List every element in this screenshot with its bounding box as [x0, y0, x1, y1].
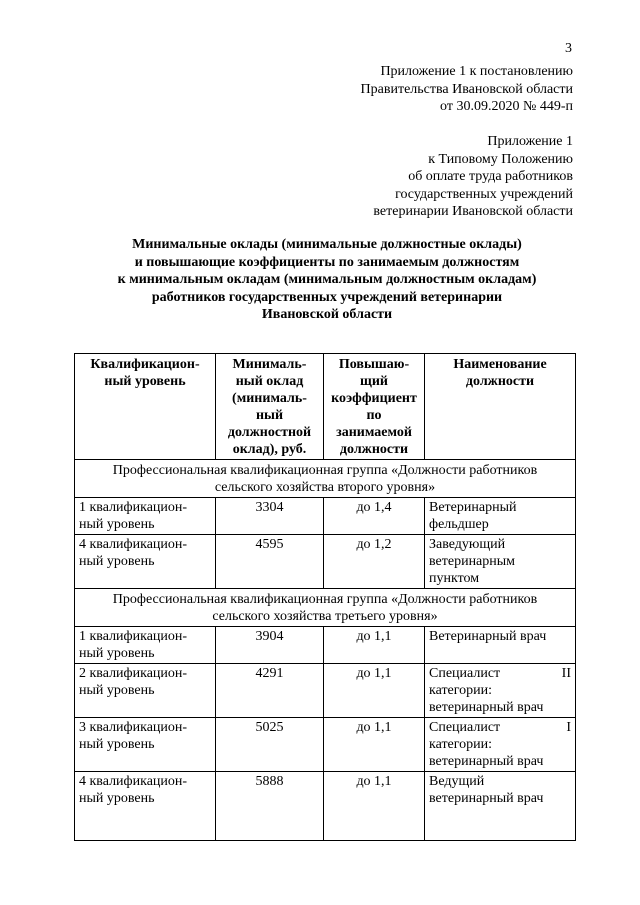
minimum-salary-cell: 3904	[216, 627, 324, 664]
position-name-line: Специалист I	[429, 720, 571, 735]
position-name-line: категории:	[429, 737, 493, 752]
position-name-line: ветеринарный врач	[429, 791, 544, 806]
column-header-line: коэффициент	[331, 391, 417, 406]
table-row	[75, 498, 576, 535]
table-body	[75, 460, 576, 841]
qualification-level-line: ный уровень	[79, 517, 155, 532]
position-name-line: фельдшер	[429, 517, 489, 532]
table-row	[75, 772, 576, 841]
qualification-level-cell	[75, 627, 216, 664]
group-row	[75, 589, 576, 627]
coefficient-cell: до 1,1	[324, 718, 425, 772]
coefficient-cell: до 1,2	[324, 535, 425, 589]
qualification-level-line: ный уровень	[79, 554, 155, 569]
position-name-line: категории:	[429, 683, 493, 698]
qualification-level-line: 4 квалификацион-	[79, 774, 188, 789]
table-row	[75, 664, 576, 718]
appendix-regulation-line: об оплате труда работников	[408, 169, 573, 184]
qualification-level-cell	[75, 535, 216, 589]
qualification-level-line: ный уровень	[79, 646, 155, 661]
position-name-cell	[425, 664, 576, 718]
column-header-coefficient	[324, 354, 425, 460]
column-header-line: Наименование	[453, 357, 547, 372]
column-header-level	[75, 354, 216, 460]
appendix-resolution-reference	[361, 63, 573, 116]
minimum-salary-cell: 4291	[216, 664, 324, 718]
column-header-line: занимаемой	[336, 425, 412, 440]
appendix-regulation-line: к Типовому Положению	[428, 151, 573, 167]
document-title-line: и повышающие коэффициенты по занимаемым должностям	[134, 254, 520, 270]
table-header-row	[75, 354, 576, 460]
coefficient-cell: до 1,1	[324, 772, 425, 841]
appendix-resolution-line: Приложение 1 к постановлению	[380, 64, 573, 79]
position-name-cell	[425, 535, 576, 589]
minimum-salary-cell: 5025	[216, 718, 324, 772]
position-name-cell	[425, 627, 576, 664]
minimum-salary-cell: 4595	[216, 535, 324, 589]
document-title-line: Минимальные оклады (минимальные должностные оклады)	[132, 237, 522, 252]
position-name-line: пунктом	[429, 571, 480, 586]
column-header-line: должностной	[227, 425, 312, 440]
table-row	[75, 627, 576, 664]
position-name-line: Ветеринарный	[429, 500, 517, 515]
qualification-level-line: ный уровень	[79, 737, 155, 752]
coefficient-cell: до 1,1	[324, 627, 425, 664]
column-header-line: должности	[339, 442, 409, 457]
document-title-line: к минимальным окладам (минимальным должностным окладам)	[117, 272, 537, 287]
position-name-line: Специалист II	[429, 666, 571, 681]
appendix-resolution-line: Правительства Ивановской области	[360, 81, 573, 97]
position-name-line: ветеринарным	[429, 554, 516, 569]
position-name-line: Ведущий	[429, 774, 485, 789]
column-header-line: щий	[360, 374, 388, 389]
coefficient-cell: до 1,1	[324, 664, 425, 718]
coefficient-cell: до 1,4	[324, 498, 425, 535]
column-header-line: Квалификацион-	[90, 357, 200, 372]
qualification-level-line: 1 квалификацион-	[79, 500, 188, 515]
qualification-level-line: ный уровень	[79, 791, 155, 806]
document-title-line: Ивановской области	[261, 307, 393, 322]
column-header-line: (минималь-	[232, 391, 307, 406]
position-name-line: ветеринарный врач	[429, 700, 544, 715]
column-header-line: Повышаю-	[338, 357, 410, 372]
qualification-level-cell	[75, 498, 216, 535]
position-name-cell	[425, 498, 576, 535]
appendix-regulation-line: Приложение 1	[487, 134, 573, 149]
page-number: 3	[565, 41, 572, 56]
minimum-salary-cell: 5888	[216, 772, 324, 841]
column-header-line: должности	[465, 374, 535, 389]
qualification-group-title: Профессиональная квалификационная группа «Должности работников сельского хозяйства второго уровня»	[75, 460, 576, 498]
column-header-line: ный оклад	[235, 374, 304, 389]
column-header-line: оклад), руб.	[232, 442, 307, 457]
qualification-level-cell	[75, 772, 216, 841]
minimum-salary-cell: 3304	[216, 498, 324, 535]
qualification-level-cell	[75, 718, 216, 772]
column-header-position	[425, 354, 576, 460]
qualification-level-line: 1 квалификацион-	[79, 629, 188, 644]
appendix-regulation-line: ветеринарии Ивановской области	[373, 204, 573, 219]
position-name-line: ветеринарный врач	[429, 754, 544, 769]
qualification-level-line: 3 квалификацион-	[79, 720, 188, 735]
table-row	[75, 535, 576, 589]
appendix-resolution-line: от 30.09.2020 № 449-п	[440, 99, 573, 114]
column-header-line: ный	[255, 408, 284, 423]
salary-table	[74, 353, 576, 841]
document-title-line: работников государственных учреждений ветеринарии	[151, 289, 503, 305]
qualification-level-line: ный уровень	[79, 683, 155, 698]
position-name-cell	[425, 772, 576, 841]
appendix-regulation-line: государственных учреждений	[395, 186, 573, 202]
column-header-line: по	[366, 408, 382, 423]
column-header-line: ный уровень	[104, 374, 186, 389]
qualification-group-title: Профессиональная квалификационная группа «Должности работников сельского хозяйства третьего уровня»	[75, 589, 576, 627]
qualification-level-line: 2 квалификацион-	[79, 666, 188, 681]
qualification-level-line: 4 квалификацион-	[79, 537, 188, 552]
qualification-level-cell	[75, 664, 216, 718]
group-row	[75, 460, 576, 498]
table-row	[75, 718, 576, 772]
position-name-line: Ветеринарный врач	[429, 629, 547, 644]
position-name-cell	[425, 718, 576, 772]
column-header-line: Минималь-	[232, 357, 307, 372]
document-title	[70, 236, 584, 324]
column-header-salary	[216, 354, 324, 460]
position-name-line: Заведующий	[429, 537, 506, 552]
appendix-regulation-reference	[373, 133, 573, 221]
